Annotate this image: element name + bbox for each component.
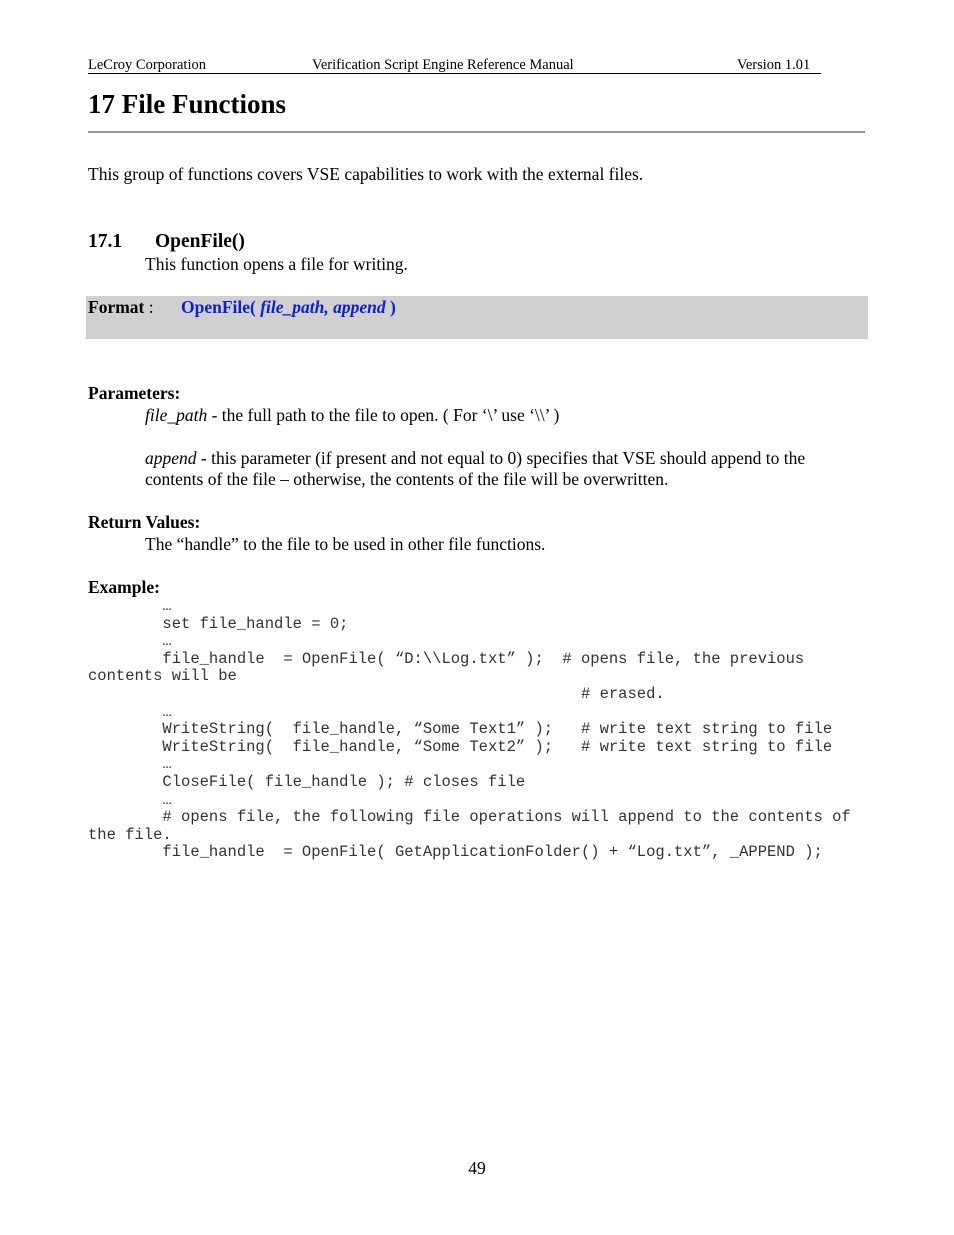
header-version: Version 1.01 — [737, 57, 811, 73]
code-line: WriteString( file_handle, “Some Text1” ); # write text string to file — [88, 720, 833, 739]
param-description: this parameter (if present and not equal to 0) specifies that VSE should append to the — [211, 448, 806, 468]
code-line: … — [88, 702, 172, 721]
format-args: file_path, append — [260, 297, 386, 317]
code-line: … — [88, 790, 172, 809]
code-line: file_handle = OpenFile( GetApplicationFolder() + “Log.txt”, _APPEND ); — [88, 843, 823, 862]
code-line: WriteString( file_handle, “Some Text2” ); # write text string to file — [88, 737, 833, 756]
section-number: 17.1 — [88, 231, 123, 252]
code-line: # erased. — [88, 684, 665, 703]
code-line: … — [88, 597, 172, 615]
param-name: file_path — [145, 405, 208, 425]
chapter-intro: This group of functions covers VSE capabilities to work with the external files. — [88, 164, 644, 184]
header-company: LeCroy Corporation — [88, 57, 206, 73]
code-line: … — [88, 632, 172, 651]
param-dash: - — [196, 448, 212, 468]
return-values-text: The “handle” to the file to be used in other file functions. — [145, 534, 546, 554]
param-name: append — [145, 448, 197, 468]
format-close-paren: ) — [390, 297, 396, 317]
example-code-block — [88, 598, 851, 862]
code-line: contents will be — [88, 667, 237, 686]
code-line: … — [88, 755, 172, 774]
code-line: # opens file, the following file operations will append to the contents of — [88, 808, 851, 827]
param-description: the full path to the file to open. ( For ‘\’ use ‘\\’ ) — [221, 405, 560, 425]
param-dash: - — [207, 405, 222, 425]
section-title: OpenFile() — [155, 231, 245, 252]
format-function-name: OpenFile( — [181, 297, 256, 317]
chapter-rule — [88, 131, 865, 133]
code-line: file_handle = OpenFile( “D:\\Log.txt” ); # opens file, the previous — [88, 649, 805, 668]
param-append — [145, 448, 805, 469]
chapter-title: 17 File Functions — [88, 89, 287, 119]
parameters-heading: Parameters: — [88, 383, 181, 403]
code-line: CloseFile( file_handle ); # closes file — [88, 772, 526, 791]
param-description-continued: contents of the file – otherwise, the contents of the file will be overwritten. — [145, 469, 669, 489]
code-line: the file. — [88, 825, 172, 844]
header-rule — [88, 73, 821, 74]
format-label: Format — [88, 297, 145, 317]
example-heading: Example: — [88, 577, 160, 597]
page-number: 49 — [468, 1158, 486, 1178]
format-signature — [181, 297, 396, 318]
code-line: set file_handle = 0; — [88, 614, 349, 633]
header-manual-title: Verification Script Engine Reference Manual — [312, 57, 574, 73]
return-values-heading: Return Values: — [88, 512, 201, 532]
param-file-path — [145, 405, 559, 426]
format-label-line — [88, 297, 154, 318]
format-separator: : — [144, 297, 154, 317]
section-description: This function opens a file for writing. — [145, 254, 408, 274]
